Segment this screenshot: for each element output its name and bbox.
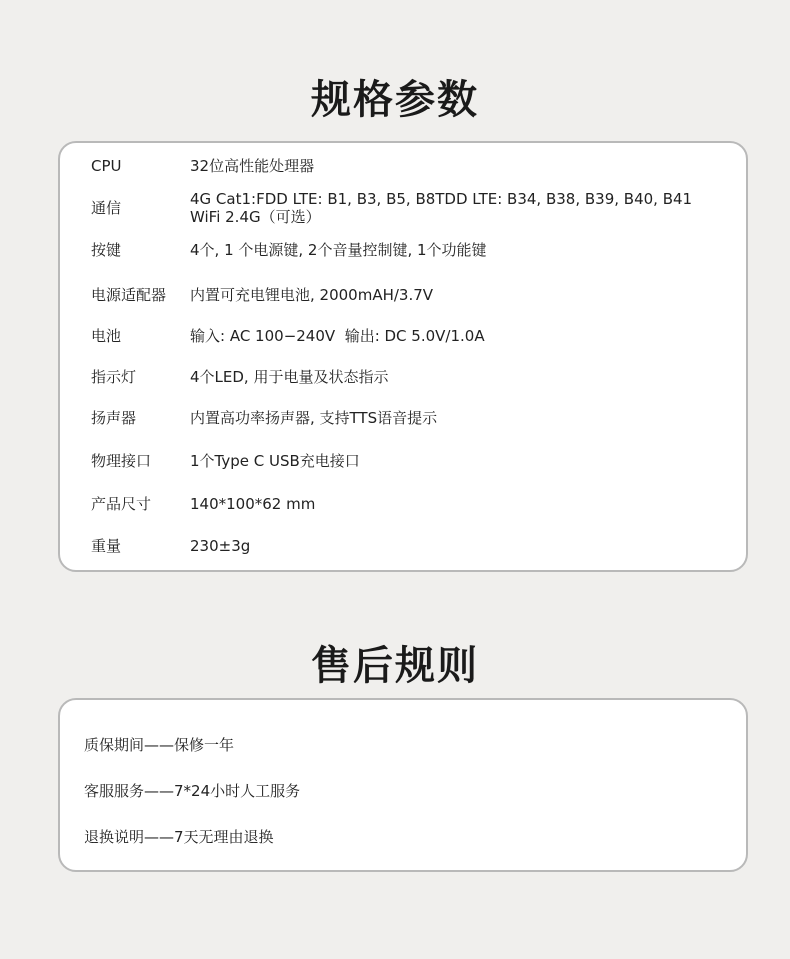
spec-label: 电源适配器 (91, 286, 167, 304)
spec-label: 按键 (91, 241, 122, 259)
after-sales-card (58, 698, 748, 872)
spec-value: 内置高功率扬声器, 支持TTS语音提示 (190, 409, 438, 427)
spec-label: 重量 (91, 537, 122, 555)
spec-label: CPU (91, 157, 122, 175)
spec-value: 140*100*62 mm (190, 495, 316, 513)
after-sales-warranty: 质保期间——保修一年 (84, 736, 235, 754)
spec-value-line2: WiFi 2.4G（可选） (190, 208, 321, 226)
spec-value: 输入: AC 100−240V 输出: DC 5.0V/1.0A (190, 327, 485, 345)
spec-value: 4个LED, 用于电量及状态指示 (190, 368, 389, 386)
spec-value: 32位高性能处理器 (190, 157, 315, 175)
spec-label: 扬声器 (91, 409, 137, 427)
spec-label: 产品尺寸 (91, 495, 152, 513)
after-sales-return: 退换说明——7天无理由退换 (84, 828, 274, 846)
spec-value: 4G Cat1:FDD LTE: B1, B3, B5, B8TDD LTE: B34, B38, B39, B40, B41 (190, 190, 693, 208)
after-sales-service: 客服服务——7*24小时人工服务 (84, 782, 301, 800)
spec-section-title: 规格参数 (311, 77, 479, 123)
spec-value: 1个Type C USB充电接口 (190, 452, 360, 470)
after-sales-section-title: 售后规则 (311, 643, 479, 689)
spec-label: 电池 (91, 327, 122, 345)
spec-value: 4个, 1 个电源键, 2个音量控制键, 1个功能键 (190, 241, 487, 259)
spec-label: 通信 (91, 199, 122, 217)
spec-label: 物理接口 (91, 452, 152, 470)
spec-value: 内置可充电锂电池, 2000mAH/3.7V (190, 286, 434, 304)
spec-value: 230±3g (190, 537, 251, 555)
spec-card (58, 141, 748, 572)
spec-label: 指示灯 (91, 368, 137, 386)
